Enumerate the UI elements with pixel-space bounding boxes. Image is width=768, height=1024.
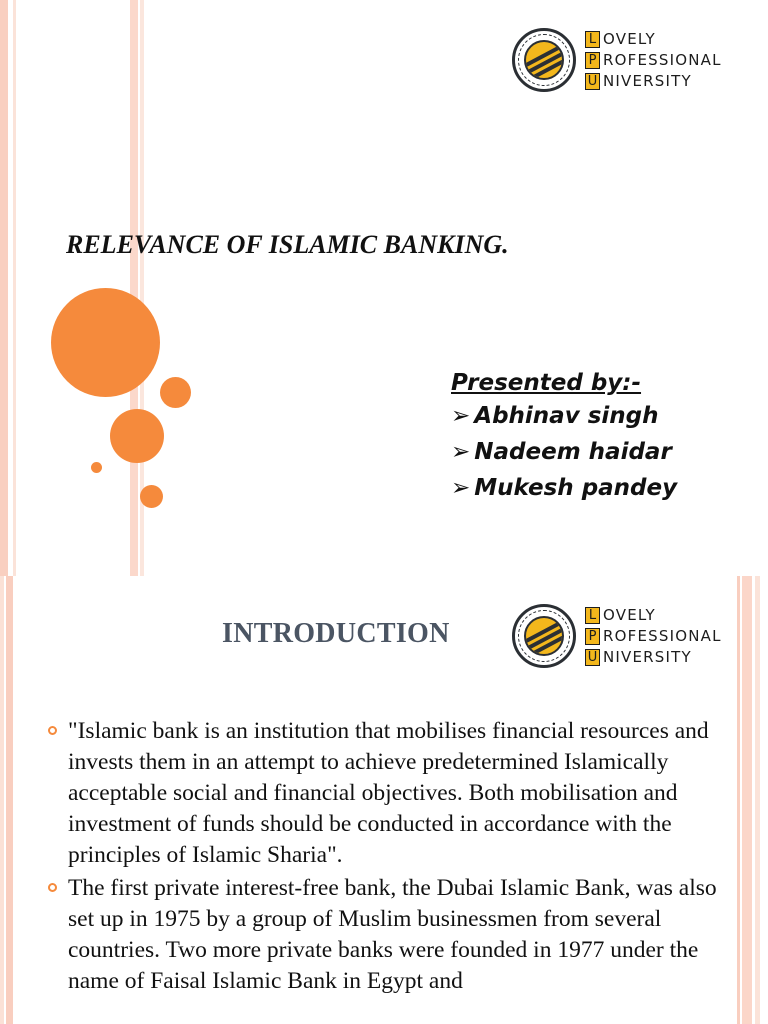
list-item [48, 873, 718, 997]
presenter-item [451, 398, 677, 434]
arrowhead-bullet-icon: ➢ [451, 403, 471, 429]
list-item [48, 716, 718, 871]
decorative-stripe [13, 0, 16, 576]
bullet-list [48, 716, 718, 999]
logo-row: P ROFESSIONAL [585, 51, 722, 69]
lpu-logo [512, 28, 722, 92]
decorative-circle-large [51, 288, 160, 397]
presented-by-heading: Presented by:- [451, 370, 642, 396]
presenter-name: Mukesh pandey [474, 475, 678, 501]
presenter-name: Abhinav singh [474, 403, 659, 429]
bullet-text: The first private interest-free bank, the Dubai Islamic Bank, was also set up in 1975 by a group of Muslim businessmen from several countries. Two more private banks were founded in 1977 under the name of Faisal Islamic Bank in Egypt and [68, 875, 717, 994]
bullet-text: "Islamic bank is an institution that mobilises financial resources and invests them in an attempt to achieve predetermined Islamically acceptable social and financial objectives. Both mobilisation and investment of funds should be conducted in accordance with the principles of Islamic Sharia". [68, 718, 709, 868]
decorative-circle [160, 377, 191, 408]
university-seal-icon [512, 28, 576, 92]
presenter-name: Nadeem haidar [474, 439, 672, 465]
decorative-stripe [0, 0, 8, 576]
logo-row: L OVELY [585, 30, 722, 48]
arrowhead-bullet-icon: ➢ [451, 475, 471, 501]
logo-row: U NIVERSITY [585, 648, 722, 666]
hollow-circle-bullet-icon [48, 726, 57, 735]
decorative-circle [140, 485, 163, 508]
slide-title: RELEVANCE OF ISLAMIC BANKING. [66, 230, 509, 259]
decorative-stripe [130, 0, 138, 576]
presenter-item [451, 434, 677, 470]
logo-row: U NIVERSITY [585, 72, 722, 90]
presenter-item [451, 470, 677, 506]
logo-wordmark [585, 30, 722, 90]
decorative-stripe [737, 576, 740, 1024]
logo-row: P ROFESSIONAL [585, 627, 722, 645]
lpu-logo [512, 604, 722, 668]
logo-wordmark [585, 606, 722, 666]
university-seal-icon [512, 604, 576, 668]
presenters-block [451, 370, 677, 506]
hollow-circle-bullet-icon [48, 883, 57, 892]
decorative-circle-small [91, 462, 102, 473]
arrowhead-bullet-icon: ➢ [451, 439, 471, 465]
decorative-stripe [755, 576, 760, 1024]
logo-row: L OVELY [585, 606, 722, 624]
decorative-stripe [742, 576, 752, 1024]
decorative-stripe [6, 576, 13, 1024]
decorative-circle [110, 409, 164, 463]
slide-title: INTRODUCTION [222, 618, 450, 649]
introduction-slide [0, 576, 768, 1024]
decorative-stripe [0, 576, 4, 1024]
